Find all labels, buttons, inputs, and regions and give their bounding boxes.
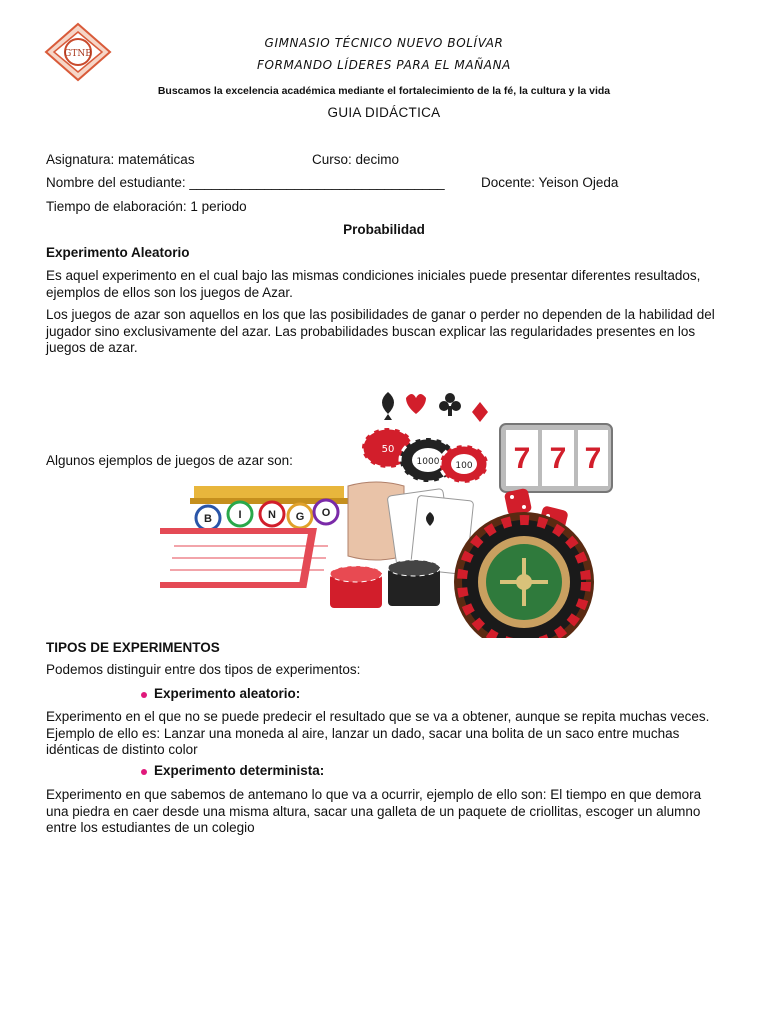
bullet-icon xyxy=(141,692,147,698)
paragraph-games: Los juegos de azar son aquellos en los que las posibilidades de ganar o perder no dependen de la habilidad del jugador sino exclusivamente del azar. Las probabilidades buscan explicar las regularidades presentes en los juegos de azar. xyxy=(46,307,715,355)
svg-text:I: I xyxy=(238,509,242,521)
bingo-icon xyxy=(160,486,348,588)
svg-text:N: N xyxy=(268,509,276,521)
type2-text: Experimento en que sabemos de antemano lo que va a ocurrir, ejemplo de ello son: El tiempo en que demora una piedra en caer desde una misma altura, sacar una galleta de un paquete de criollitas, escoger un alumno entre los estudiantes de un colegio xyxy=(46,787,702,835)
school-name: GIMNASIO TÉCNICO NUEVO BOLÍVAR xyxy=(264,36,504,50)
type1-text: Experimento en el que no se puede predecir el resultado que se va a obtener, aunque se repita muchas veces. Ejemplo de ello es: Lanzar una moneda al aire, lanzar un dado, sacar una bolita de un saco entre muchas idénticas de distinto color xyxy=(46,709,710,757)
svg-text:1000: 1000 xyxy=(416,457,440,467)
svg-text:7: 7 xyxy=(549,442,567,475)
poker-chips-icon xyxy=(362,428,488,483)
svg-text:B: B xyxy=(204,513,212,525)
roulette-wheel-icon xyxy=(454,512,594,638)
slot-machine-icon xyxy=(500,424,612,492)
svg-text:50: 50 xyxy=(381,444,395,455)
svg-text:GTNB: GTNB xyxy=(64,49,92,59)
type2-title: Experimento determinista: xyxy=(154,763,325,778)
time-line: Tiempo de elaboración: 1 periodo xyxy=(46,199,247,214)
paragraph-intro: Podemos distinguir entre dos tipos de experimentos: xyxy=(46,662,361,677)
guide-title: GUIA DIDÁCTICA xyxy=(327,105,441,120)
school-slogan: Buscamos la excelencia académica mediante el fortalecimiento de la fé, la cultura y la vida xyxy=(157,85,611,97)
card-suits-icon xyxy=(382,392,488,422)
student-name-line: Nombre del estudiante: __________________________________ xyxy=(46,175,445,190)
school-motto: FORMANDO LÍDERES PARA EL MAÑANA xyxy=(257,58,511,72)
subject-line: Asignatura: matemáticas xyxy=(46,152,195,167)
school-logo xyxy=(44,22,112,82)
gambling-illustration xyxy=(160,386,620,638)
teacher-line: Docente: Yeison Ojeda xyxy=(481,175,619,190)
svg-text:100: 100 xyxy=(455,461,473,471)
examples-label: Algunos ejemplos de juegos de azar son: xyxy=(46,453,293,468)
svg-text:G: G xyxy=(295,511,305,523)
bullet-icon xyxy=(141,769,147,775)
heading-random-experiment: Experimento Aleatorio xyxy=(46,245,190,260)
svg-text:7: 7 xyxy=(584,442,602,475)
svg-text:O: O xyxy=(321,507,331,519)
svg-text:7: 7 xyxy=(513,442,531,475)
section-title: Probabilidad xyxy=(343,222,425,237)
chip-stacks-icon xyxy=(330,560,440,608)
heading-experiment-types: TIPOS DE EXPERIMENTOS xyxy=(46,640,220,655)
paragraph-definition: Es aquel experimento en el cual bajo las mismas condiciones iniciales puede presentar diferentes resultados, ejemplos de ellos son los juegos de Azar. xyxy=(46,268,701,300)
course-line: Curso: decimo xyxy=(312,152,400,167)
type1-title: Experimento aleatorio: xyxy=(154,686,301,701)
